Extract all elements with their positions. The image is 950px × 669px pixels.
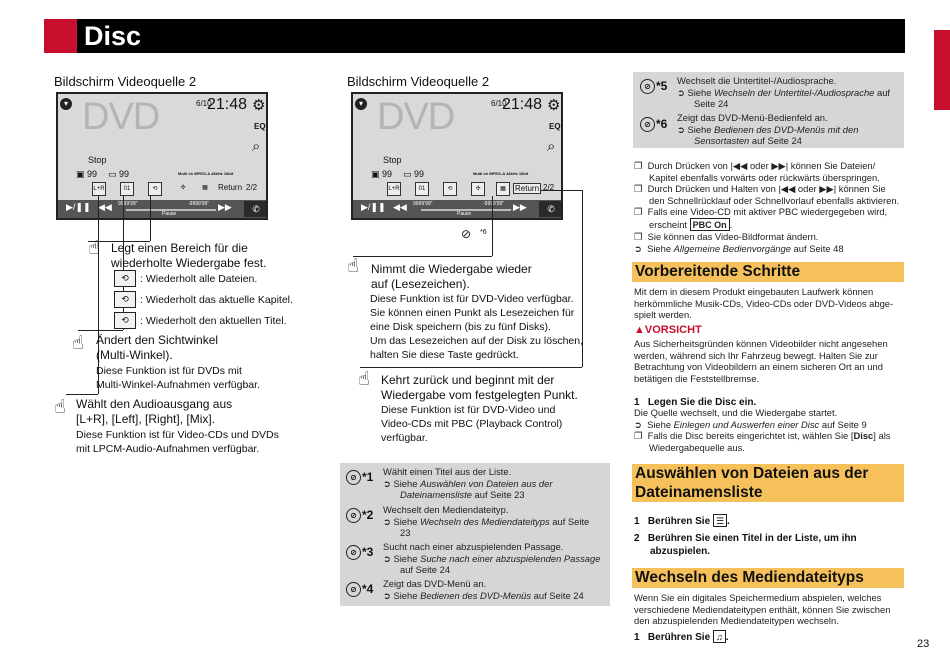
- ref-title: Auswählen von Dateien aus der: [420, 477, 553, 489]
- gear-icon[interactable]: ⚙: [252, 97, 266, 114]
- caution-w1: Aus Sicherheitsgründen können Videobilder nicht angesehen: [634, 338, 888, 349]
- s1c: ❐ Falls die Disc bereits eingerichtet ist, wählen Sie [Disc] als: [634, 430, 891, 442]
- media-step-1: 1 Berühren Sie ♫ .: [634, 632, 729, 643]
- bookmark-button[interactable]: ▦: [496, 182, 510, 196]
- ref-post2: Seite 24: [694, 98, 729, 110]
- note-4-text: Zeigt das DVD-Menü an.: [383, 578, 487, 589]
- transport-bar: [58, 200, 268, 218]
- chapter-count: 99: [414, 169, 425, 179]
- ref-post: auf Seite 24: [749, 135, 802, 147]
- leader-repeat: [150, 196, 151, 241]
- screen2: [351, 92, 563, 220]
- date: 6/10: [491, 99, 507, 108]
- note-6-ref2: [677, 135, 858, 147]
- ref-pre: Siehe: [687, 86, 715, 98]
- clock: 21:48: [207, 96, 248, 113]
- note-2-text: Wechselt den Mediendateityp.: [383, 504, 509, 515]
- media-icon[interactable]: ▦: [202, 185, 208, 191]
- return-button[interactable]: Return: [218, 183, 243, 192]
- ref-post: auf Seite 24: [531, 589, 584, 601]
- dvd-menu-icon: ⊘: [346, 545, 361, 560]
- b5pre: Siehe: [647, 242, 674, 254]
- bullet-3b: erscheint PBC On .: [649, 218, 733, 230]
- remaining-time: -9999'99": [483, 201, 505, 207]
- step-num: 1: [634, 632, 640, 643]
- return-desc: [381, 373, 578, 403]
- return-line1: Kehrt zurück und beginnt mit der: [381, 373, 555, 387]
- title-count: 99: [87, 169, 98, 179]
- audio-output-button[interactable]: L+R: [387, 182, 401, 196]
- repeat-line2: wiederholte Wiedergabe fest.: [111, 256, 267, 270]
- note-badge-1: [346, 470, 373, 485]
- step-num: 2: [634, 533, 640, 544]
- note-badge-3: [346, 545, 373, 560]
- angle-desc: [96, 333, 218, 363]
- marker-6: *6: [480, 229, 487, 236]
- screen2-caption: Bildschirm Videoquelle 2: [347, 74, 490, 89]
- touch-icon: ☝: [54, 397, 66, 418]
- return-sub2: Video-CDs mit PBC (Playback Control): [381, 418, 563, 430]
- b5post: auf Seite 48: [790, 242, 844, 254]
- b2d: den Schnellrücklauf oder Schnellvorlauf ebenfalls aktivieren.: [649, 194, 900, 206]
- playback-status: Stop: [383, 155, 402, 165]
- control-row: [68, 182, 258, 197]
- leader-bookmark: [492, 196, 493, 256]
- phone-icon[interactable]: ✆: [539, 201, 563, 217]
- step-text: Berühren Sie: [647, 516, 711, 527]
- bookmark-sub: [370, 292, 583, 362]
- ref-post2: 23: [400, 527, 411, 539]
- control-row: [363, 182, 553, 197]
- s1c-disc: Disc: [853, 430, 874, 442]
- s1c1: Falls die Disc bereits eingerichtet ist, wählen Sie [: [647, 430, 854, 442]
- leader-return-h: [360, 367, 582, 368]
- playback-status: Stop: [88, 155, 107, 165]
- step-num: 1: [634, 397, 640, 408]
- ref-post: auf Seite 23: [471, 489, 525, 501]
- b1b: oder: [749, 160, 769, 171]
- ref-title: Wechseln des Mediendateityps: [420, 515, 550, 527]
- b1c: können Sie Dateien/: [790, 160, 876, 171]
- note-badge-5: [640, 79, 667, 94]
- note-3-text: Sucht nach einer abzuspielenden Passage.: [383, 541, 564, 552]
- touch-icon: ☝: [72, 333, 84, 354]
- next-track-icon: ▶▶|: [771, 160, 789, 171]
- search-menu-icon[interactable]: ✣: [180, 185, 186, 191]
- eq-icon[interactable]: EQ: [254, 122, 266, 131]
- note-4-ref: ➲ Siehe Bedienen des DVD-Menüs auf Seite 24: [383, 589, 584, 601]
- bullet-5: ➲ Siehe Allgemeine Bedienvorgänge auf Seite 48: [634, 242, 844, 254]
- play-pause-icon[interactable]: ▶/❚❚: [361, 202, 386, 212]
- note-1-ref2: [383, 489, 552, 501]
- prep-p3: spielt werden.: [634, 309, 692, 321]
- collapse-icon[interactable]: ▾: [60, 98, 72, 110]
- note-badge-2: [346, 508, 373, 523]
- dvd-logo: DVD: [377, 96, 455, 138]
- audio-sub2: mit LPCM-Audio-Aufnahmen verfügbar.: [76, 443, 260, 455]
- section-title-prep: Vorbereitende Schritte: [632, 262, 904, 282]
- return-sub1: Diese Funktion ist für DVD-Video und: [381, 404, 556, 416]
- search-menu-icon[interactable]: ✣: [471, 182, 485, 196]
- select-title2: Dateinamensliste: [635, 484, 763, 501]
- note-5-ref: ➲ Siehe Wechseln der Untertitel-/Audiosprache auf: [677, 86, 891, 98]
- repeat-opt3: : Wiederholt den aktuellen Titel.: [140, 315, 287, 327]
- chapter-tab: [934, 30, 950, 110]
- note-badge-4: [346, 582, 373, 597]
- ref-title: Bedienen des DVD-Menüs: [420, 589, 532, 601]
- phone-icon[interactable]: ✆: [244, 201, 268, 217]
- step-num: 1: [634, 516, 640, 527]
- s1b-it: Einlegen und Auswerfen einer Disc: [673, 418, 820, 430]
- step-text-2: abzuspielen.: [650, 546, 711, 557]
- s1c2: ] als: [873, 430, 891, 442]
- chapter-counter: ▭ 99: [403, 169, 425, 179]
- touch-icon: ☝: [88, 238, 100, 259]
- bookmark-sub4: Um das Lesezeichen auf der Disk zu löschen,: [370, 335, 584, 347]
- s1c3: Wiedergabequelle aus.: [649, 441, 745, 453]
- pause-label: Pause: [162, 211, 177, 217]
- angle-line2: (Multi-Winkel).: [96, 348, 173, 362]
- return-sub: [381, 403, 562, 445]
- caution-w2: werden, während sich Ihr Fahrzeug bewegt. Halten Sie zur: [634, 349, 878, 361]
- list-icon: ☰: [713, 514, 727, 527]
- title-count: 99: [382, 169, 393, 179]
- bookmark-sub3: eine Disk speichern (bis zu fünf Disks).: [370, 321, 551, 333]
- ref-post: auf Seite 24: [400, 564, 451, 576]
- screen1-caption: Bildschirm Videoquelle 2: [54, 74, 197, 89]
- audio-info: Multi ch MPEG-A 48kHz 16bit: [178, 171, 234, 176]
- note-1-ref: ➲ Siehe Auswählen von Dateien aus der: [383, 477, 553, 489]
- ref-title: Wechseln der Untertitel-/Audiosprache: [714, 86, 875, 98]
- note-mark-6: *6: [656, 117, 668, 131]
- audio-line1: Wählt den Audioausgang aus: [76, 397, 233, 411]
- bookmark-sub5: halten Sie diese Taste gedrückt.: [370, 349, 519, 361]
- note-3-ref: ➲ Siehe Suche nach einer abzuspielenden Passage: [383, 552, 601, 564]
- b2b: oder: [797, 183, 817, 195]
- note-6-text: Zeigt das DVD-Menü-Bedienfeld an.: [677, 112, 828, 123]
- dvd-menu-panel-icon: ⊘: [461, 227, 472, 241]
- s1b-post: auf Seite 9: [819, 418, 867, 430]
- dvd-menu-icon: ⊘: [346, 508, 361, 523]
- s1b-pre: Siehe: [647, 418, 674, 430]
- bookmark-desc: [371, 262, 532, 292]
- repeat-opt1: : Wiederholt alle Dateien.: [140, 273, 258, 285]
- bullet-2: ❐ Durch Drücken und Halten von |◀◀ oder ▶▶| können Sie: [634, 183, 886, 195]
- audio-sub1: Diese Funktion ist für Video-CDs und DVDs: [76, 429, 279, 441]
- angle-sub1: Diese Funktion ist für DVDs mit: [96, 365, 242, 377]
- play-pause-icon[interactable]: ▶/❚❚: [66, 202, 91, 212]
- ref-pre: Siehe: [393, 515, 421, 527]
- title-counter: ▣ 99: [371, 169, 393, 179]
- note-2: [383, 504, 589, 539]
- chapter-count: 99: [119, 169, 130, 179]
- angle-sub2: Multi-Winkel-Aufnahmen verfügbar.: [96, 379, 260, 391]
- repeat-desc: [111, 241, 266, 271]
- angle-button[interactable]: 01: [415, 182, 429, 196]
- page-indicator[interactable]: 2/2: [543, 183, 555, 192]
- ref-post: auf Seite: [549, 515, 590, 527]
- touch-icon: ☝: [358, 369, 370, 390]
- angle-line1: Ändert den Sichtwinkel: [96, 333, 219, 347]
- note-badge-6: [640, 117, 667, 132]
- b1a: Durch Drücken von: [647, 160, 728, 171]
- gear-icon[interactable]: ⚙: [547, 97, 561, 114]
- prep-text: [634, 286, 893, 321]
- media-type-icon: ♫: [713, 630, 726, 643]
- note-6: [677, 112, 858, 147]
- step-text: Berühren Sie einen Titel in der Liste, um ihn: [647, 533, 857, 544]
- note-5-text: Wechselt die Untertitel-/Audiosprache.: [677, 75, 837, 86]
- rewind-icon[interactable]: ◀◀: [98, 202, 112, 212]
- media-text: [634, 592, 890, 627]
- header-accent: [44, 19, 77, 53]
- section-title-media: Wechseln des Mediendateityps: [632, 568, 904, 588]
- note-mark-4: *4: [362, 582, 374, 596]
- audio-desc: [76, 397, 232, 427]
- b4: Sie können das Video-Bildformat ändern.: [647, 230, 819, 242]
- step-text: Legen Sie die Disc ein.: [647, 397, 757, 408]
- dvd-menu-icon: ⊘: [346, 582, 361, 597]
- ref-post: auf: [874, 86, 891, 98]
- repeat-chapter-icon: ⟲: [114, 291, 136, 308]
- dvd-menu-icon: ⊘: [640, 79, 655, 94]
- note-5: [677, 75, 890, 110]
- search-icon[interactable]: ⌕: [252, 138, 261, 155]
- elapsed-time: 9999'99": [118, 201, 138, 207]
- eq-icon[interactable]: EQ: [549, 122, 561, 131]
- media-p2: verschiedene Mediendateitypen enthält, können Sie zwischen: [634, 603, 891, 615]
- b1d: Kapitel ebenfalls vorwärts oder rückwärts überspringen.: [649, 171, 880, 183]
- repeat-all-icon: ⟲: [114, 270, 136, 287]
- collapse-icon[interactable]: ▾: [355, 98, 367, 110]
- ref-pre: Siehe: [393, 477, 421, 489]
- date: 6/10: [196, 99, 212, 108]
- ref-title2: Sensortasten: [694, 135, 750, 147]
- bookmark-line2: auf (Lesezeichen).: [371, 277, 470, 291]
- bullet-1: ❐ Durch Drücken von |◀◀ oder ▶▶| können Sie Dateien/: [634, 160, 876, 171]
- caution-label: VORSICHT: [644, 324, 702, 336]
- search-icon[interactable]: ⌕: [547, 138, 556, 155]
- leader-bookmark-h: [353, 256, 492, 257]
- prep-step-1-detail: [634, 407, 890, 453]
- b2c: können Sie: [838, 183, 886, 195]
- note-4: [383, 578, 584, 601]
- forward-icon[interactable]: ▶▶: [513, 202, 527, 212]
- step-text: Berühren Sie: [647, 632, 711, 643]
- select-step-1: 1 Berühren Sie ☰ .: [634, 516, 730, 527]
- page-indicator[interactable]: 2/2: [246, 183, 258, 192]
- bullet-3: ❐ Falls eine Video-CD mit aktiver PBC wiedergegeben wird,: [634, 206, 888, 218]
- dvd-menu-icon: ⊘: [346, 470, 361, 485]
- ref-pre: Siehe: [393, 589, 421, 601]
- caution-w4: betätigen die Feststellbremse.: [634, 372, 760, 384]
- b3b: erscheint: [649, 218, 688, 230]
- warning-icon: ▲: [634, 324, 645, 336]
- s1a: Die Quelle wechselt, und die Wiedergabe startet.: [634, 407, 838, 418]
- note-6-ref: ➲ Siehe Bedienen des DVD-Menüs mit den: [677, 123, 859, 135]
- note-3: [383, 541, 600, 576]
- audio-sub: [76, 428, 279, 456]
- ref-pre: Siehe: [393, 552, 421, 564]
- bookmark-line1: Nimmt die Wiedergabe wieder: [371, 262, 532, 276]
- page-title: Disc: [84, 21, 142, 51]
- angle-button[interactable]: 01: [120, 182, 134, 196]
- audio-info: Multi ch MPEG-A 48kHz 16bit: [473, 171, 529, 176]
- rewind-icon[interactable]: ◀◀: [393, 202, 407, 212]
- ref-pre: Siehe: [687, 123, 715, 135]
- s1b: ➲ Siehe Einlegen und Auswerfen einer Disc auf Seite 9: [634, 418, 867, 430]
- note-mark-2: *2: [362, 508, 374, 522]
- repeat-title-icon: ⟲: [114, 312, 136, 329]
- dvd-logo: DVD: [82, 96, 160, 138]
- header-end: [880, 19, 905, 53]
- prev-track-icon: |◀◀: [778, 183, 796, 195]
- dvd-menu-icon: ⊘: [640, 117, 655, 132]
- chapter-counter: ▭ 99: [108, 169, 130, 179]
- audio-output-button[interactable]: L+R: [92, 182, 106, 196]
- prep-p2: herkömmliche Musik-CDs, Video-CDs oder DVD-Videos abge-: [634, 297, 894, 309]
- note-mark-1: *1: [362, 470, 374, 484]
- return-sub3: verfügbar.: [381, 432, 428, 444]
- pause-label: Pause: [457, 211, 472, 217]
- transport-bar: [353, 200, 563, 218]
- bookmark-sub2: Sie können einen Punkt als Lesezeichen für: [370, 307, 575, 319]
- media-p3: den abzuspielenden Mediendateitypen wechseln.: [634, 615, 839, 627]
- touch-icon: ☝: [347, 256, 359, 277]
- note-1: [383, 466, 552, 501]
- repeat-line1: Legt einen Bereich für die: [111, 241, 248, 255]
- leader-return-top: [540, 190, 582, 191]
- leader-audio-h: [66, 394, 98, 395]
- ref-title: Suche nach einer abzuspielenden Passage: [420, 552, 601, 564]
- header-bar: [77, 19, 905, 53]
- leader-angle-h: [78, 330, 123, 331]
- caution-w3: Betrachtung von Videobildern an einem sicheren Ort an und: [634, 361, 883, 373]
- return-line2: Wiedergabe vom festgelegten Punkt.: [381, 388, 578, 402]
- pbc-on-badge: PBC On: [690, 218, 730, 231]
- angle-sub: [96, 364, 260, 392]
- select-title1: Auswählen von Dateien aus der: [635, 465, 869, 482]
- prep-p1: Mit dem in diesem Produkt eingebauten Laufwerk können: [634, 286, 874, 297]
- select-step-2: [634, 532, 857, 558]
- elapsed-time: 9999'99": [413, 201, 433, 207]
- ref-title: Bedienen des DVD-Menüs mit den: [714, 123, 859, 135]
- media-p1: Wenn Sie ein digitales Speichermedium abspielen, welches: [634, 592, 882, 603]
- return-button[interactable]: Return: [515, 184, 540, 193]
- repeat-button[interactable]: ⟲: [148, 182, 162, 196]
- clock: 21:48: [502, 96, 543, 113]
- b5it: Allgemeine Bedienvorgänge: [673, 242, 791, 254]
- bullet-4: ❐ Sie können das Video-Bildformat ändern.: [634, 230, 819, 242]
- note-1-text: Wählt einen Titel aus der Liste.: [383, 466, 512, 477]
- audio-line2: [L+R], [Left], [Right], [Mix].: [76, 412, 216, 426]
- note-mark-5: *5: [656, 79, 668, 93]
- page-number: 23: [917, 638, 930, 650]
- b3a: Falls eine Video-CD mit aktiver PBC wiedergegeben wird,: [647, 206, 888, 218]
- ref-title2: Dateinamensliste: [400, 489, 472, 501]
- repeat-opt2: : Wiederholt das aktuelle Kapitel.: [140, 294, 293, 306]
- caution-text: [634, 338, 888, 384]
- prev-track-icon: |◀◀: [730, 160, 748, 171]
- bullet-list: [634, 160, 904, 254]
- next-track-icon: ▶▶|: [819, 183, 837, 195]
- bookmark-sub1: Diese Funktion ist für DVD-Video verfügbar.: [370, 293, 574, 305]
- note-2-ref: ➲ Siehe Wechseln des Mediendateityps auf Seite: [383, 515, 590, 527]
- section-title-select: [632, 464, 904, 502]
- repeat-button[interactable]: ⟲: [443, 182, 457, 196]
- caution-heading: [634, 324, 702, 336]
- title-counter: ▣ 99: [76, 169, 98, 179]
- b2a: Durch Drücken und Halten von: [647, 183, 776, 195]
- note-mark-3: *3: [362, 545, 374, 559]
- remaining-time: -9999'99": [188, 201, 210, 207]
- screen1: [56, 92, 268, 220]
- forward-icon[interactable]: ▶▶: [218, 202, 232, 212]
